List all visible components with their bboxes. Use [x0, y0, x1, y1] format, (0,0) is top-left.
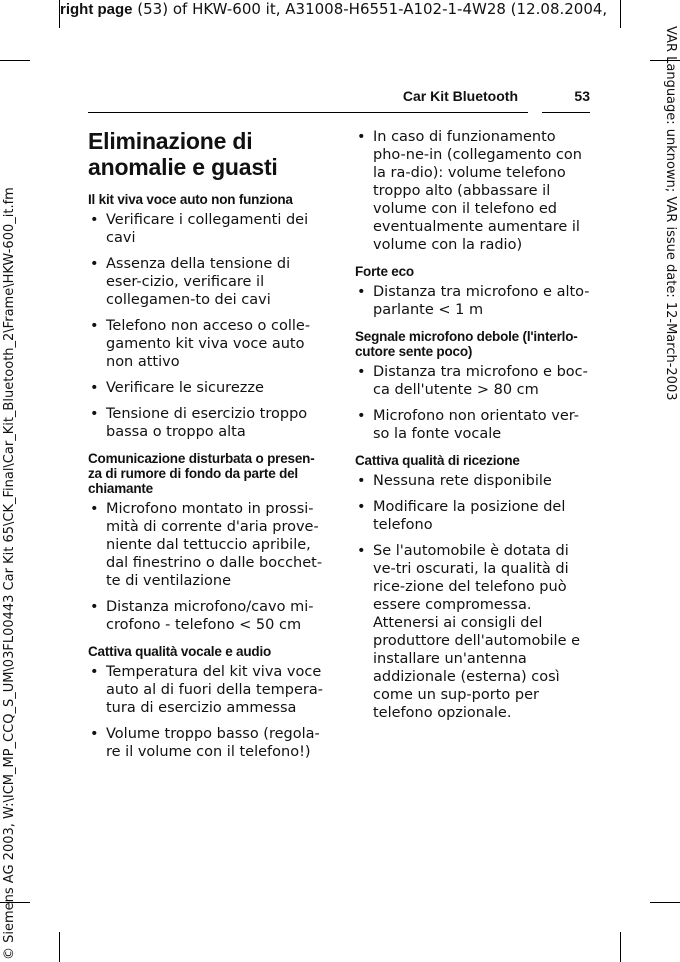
list-item: • Temperatura del kit viva voce auto al di fuori della tempera-tura di esercizio ammessa [88, 663, 326, 717]
list-item: • Verificare i collegamenti dei cavi [88, 211, 326, 247]
header-rule [88, 112, 528, 113]
section-heading: Cattiva qualità vocale e audio [88, 644, 272, 659]
left-column [88, 128, 326, 771]
crop-mark [650, 902, 680, 903]
list-item: • Distanza tra microfono e alto-parlante < 1 m [355, 283, 591, 319]
crop-mark [0, 60, 30, 61]
section-heading: Forte eco [355, 264, 414, 279]
header-rule [542, 112, 590, 113]
list-item: • Microfono montato in prossi-mità di corrente d'aria prove-niente dal tettuccio apribile, dal finestrino o dalle bocchet-te di ventilazione [88, 500, 326, 590]
right-column [355, 128, 591, 732]
file-info-line [60, 0, 620, 19]
list-item: • Tensione di esercizio troppo bassa o troppo alta [88, 405, 326, 441]
list-item: • Distanza tra microfono e boc-ca dell'utente > 80 cm [355, 363, 591, 399]
bullet-list [355, 283, 591, 319]
section-heading: Comunicazione disturbata o presen-za di rumore di fondo da parte del chiamante [88, 451, 315, 496]
bullet-list [88, 211, 326, 441]
page-number: 53 [574, 88, 590, 104]
section-heading: Cattiva qualità di ricezione [355, 453, 520, 468]
bullet-list [88, 663, 326, 761]
page-title: Eliminazione di anomalie e guasti [88, 128, 278, 180]
running-header [88, 88, 590, 108]
crop-mark [620, 932, 621, 962]
list-item: • Distanza microfono/cavo mi-crofono - telefono < 50 cm [88, 598, 326, 634]
section-heading: Segnale microfono debole (l'interlo-cutore sente poco) [355, 329, 578, 359]
list-item: • Verificare le sicurezze [88, 379, 326, 397]
list-item: • Nessuna rete disponibile [355, 472, 591, 490]
list-item: • Se l'automobile è dotata di ve-tri oscurati, la qualità di rice-zione del telefono può essere compromessa. Attenersi ai consigli del produttore dell'automobile e installare un'antenna addizionale (esterna) così come un sup-porto per telefono opzionale. [355, 542, 591, 722]
language-issue-text: VAR Language: unknown; VAR issue date: 12-March-2003 [663, 26, 678, 401]
list-item: • Modificare la posizione del telefono [355, 498, 591, 534]
copyright-path-text: © Siemens AG 2003, W:\ICM_MP_CCQ_S_UM\03FL00443 Car Kit 65\CK_Final\Car_Kit_Bluetooth_2\Frame\HKW-600_it.fm [2, 187, 17, 960]
list-item: • Assenza della tensione di eser-cizio, verificare il collegamen-to dei cavi [88, 255, 326, 309]
file-info-details: (53) of HKW-600 it, A31008-H6551-A102-1-4W28 (12.08.2004, [132, 0, 608, 18]
list-item: • Volume troppo basso (regola-re il volume con il telefono!) [88, 725, 326, 761]
list-item: • Telefono non acceso o colle-gamento kit viva voce auto non attivo [88, 317, 326, 371]
bullet-list [355, 472, 591, 722]
list-item: • In caso di funzionamento pho-ne-in (collegamento con la ra-dio): volume telefono troppo alto (abbassare il volume con il telefono ed eventualmente aumentare il volume con la radio) [355, 128, 591, 254]
list-item: • Microfono non orientato ver-so la fonte vocale [355, 407, 591, 443]
bullet-list [355, 363, 591, 443]
section-heading: Il kit viva voce auto non funziona [88, 192, 293, 207]
header-title: Car Kit Bluetooth [402, 88, 518, 104]
crop-mark [620, 0, 621, 28]
crop-mark [59, 932, 60, 962]
file-info-page-side: right page [60, 1, 133, 18]
bullet-list [355, 128, 591, 254]
bullet-list [88, 500, 326, 634]
